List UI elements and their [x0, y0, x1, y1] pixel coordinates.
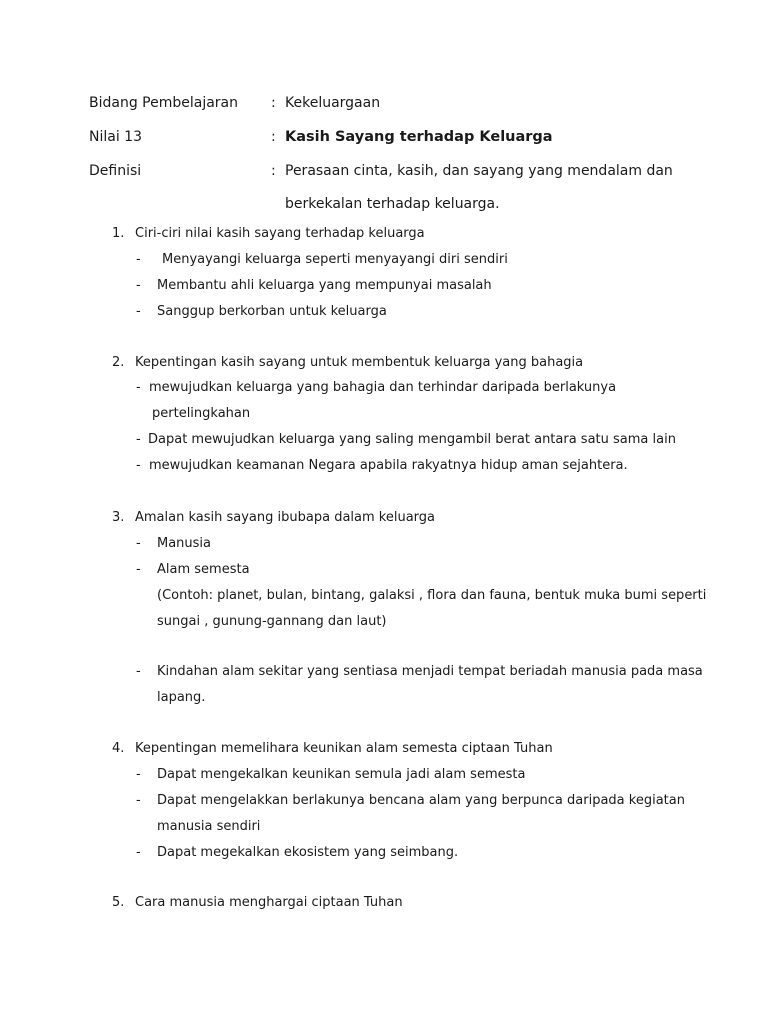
section-number: 1. [112, 226, 125, 241]
nilai-label: Nilai 13 [89, 129, 142, 145]
item-text: Sanggup berkorban untuk keluarga [157, 304, 387, 319]
dash-bullet: - [136, 458, 141, 473]
dash-bullet: - [136, 793, 141, 808]
dash-bullet: - [136, 562, 141, 577]
item-text: Dapat mengelakkan berlakunya bencana alam yang berpunca daripada kegiatan [157, 793, 685, 808]
definisi-line-2: berkekalan terhadap keluarga. [285, 196, 500, 212]
item-text: Membantu ahli keluarga yang mempunyai masalah [157, 278, 492, 293]
dash-bullet: - [136, 536, 141, 551]
item-text: lapang. [157, 690, 206, 705]
bidang-value: Kekeluargaan [285, 95, 381, 111]
dash-bullet: - [136, 664, 141, 679]
item-text: sungai , gunung-gannang dan laut) [157, 614, 387, 629]
section-number: 5. [112, 895, 125, 910]
item-text: mewujudkan keamanan Negara apabila rakyatnya hidup aman sejahtera. [149, 458, 628, 473]
nilai-value: Kasih Sayang terhadap Keluarga [285, 129, 553, 145]
colon: : [271, 163, 276, 179]
section-number: 2. [112, 355, 125, 370]
dash-bullet: - [136, 278, 141, 293]
dash-bullet: - [136, 767, 141, 782]
item-text: Dapat mewujudkan keluarga yang saling mengambil berat antara satu sama lain [148, 432, 676, 447]
item-text: mewujudkan keluarga yang bahagia dan terhindar daripada berlakunya [149, 380, 617, 395]
section-title: Kepentingan kasih sayang untuk membentuk keluarga yang bahagia [135, 355, 584, 370]
section-title: Kepentingan memelihara keunikan alam semesta ciptaan Tuhan [135, 741, 553, 756]
item-text: Dapat mengekalkan keunikan semula jadi alam semesta [157, 767, 526, 782]
section-number: 3. [112, 510, 125, 525]
definisi-label: Definisi [89, 163, 142, 179]
item-text: Manusia [157, 536, 212, 551]
colon: : [271, 95, 276, 111]
dash-bullet: - [136, 432, 141, 447]
item-text: pertelingkahan [152, 406, 251, 421]
dash-bullet: - [136, 252, 141, 267]
section-number: 4. [112, 741, 125, 756]
dash-bullet: - [136, 304, 141, 319]
section-title: Amalan kasih sayang ibubapa dalam keluarga [135, 510, 435, 525]
dash-bullet: - [136, 380, 141, 395]
dash-bullet: - [136, 845, 141, 860]
item-text: Kindahan alam sekitar yang sentiasa menjadi tempat beriadah manusia pada masa [157, 664, 703, 679]
bidang-label: Bidang Pembelajaran [89, 95, 239, 111]
item-text: manusia sendiri [157, 819, 261, 834]
item-text: Menyayangi keluarga seperti menyayangi diri sendiri [162, 252, 508, 267]
section-title: Cara manusia menghargai ciptaan Tuhan [135, 895, 403, 910]
colon: : [271, 129, 276, 145]
definisi-line-1: Perasaan cinta, kasih, dan sayang yang mendalam dan [285, 163, 673, 179]
section-title: Ciri-ciri nilai kasih sayang terhadap keluarga [135, 226, 425, 241]
item-text: Alam semesta [157, 562, 250, 577]
item-text: Dapat megekalkan ekosistem yang seimbang. [157, 845, 459, 860]
item-text: (Contoh: planet, bulan, bintang, galaksi , flora dan fauna, bentuk muka bumi seperti [157, 588, 707, 603]
